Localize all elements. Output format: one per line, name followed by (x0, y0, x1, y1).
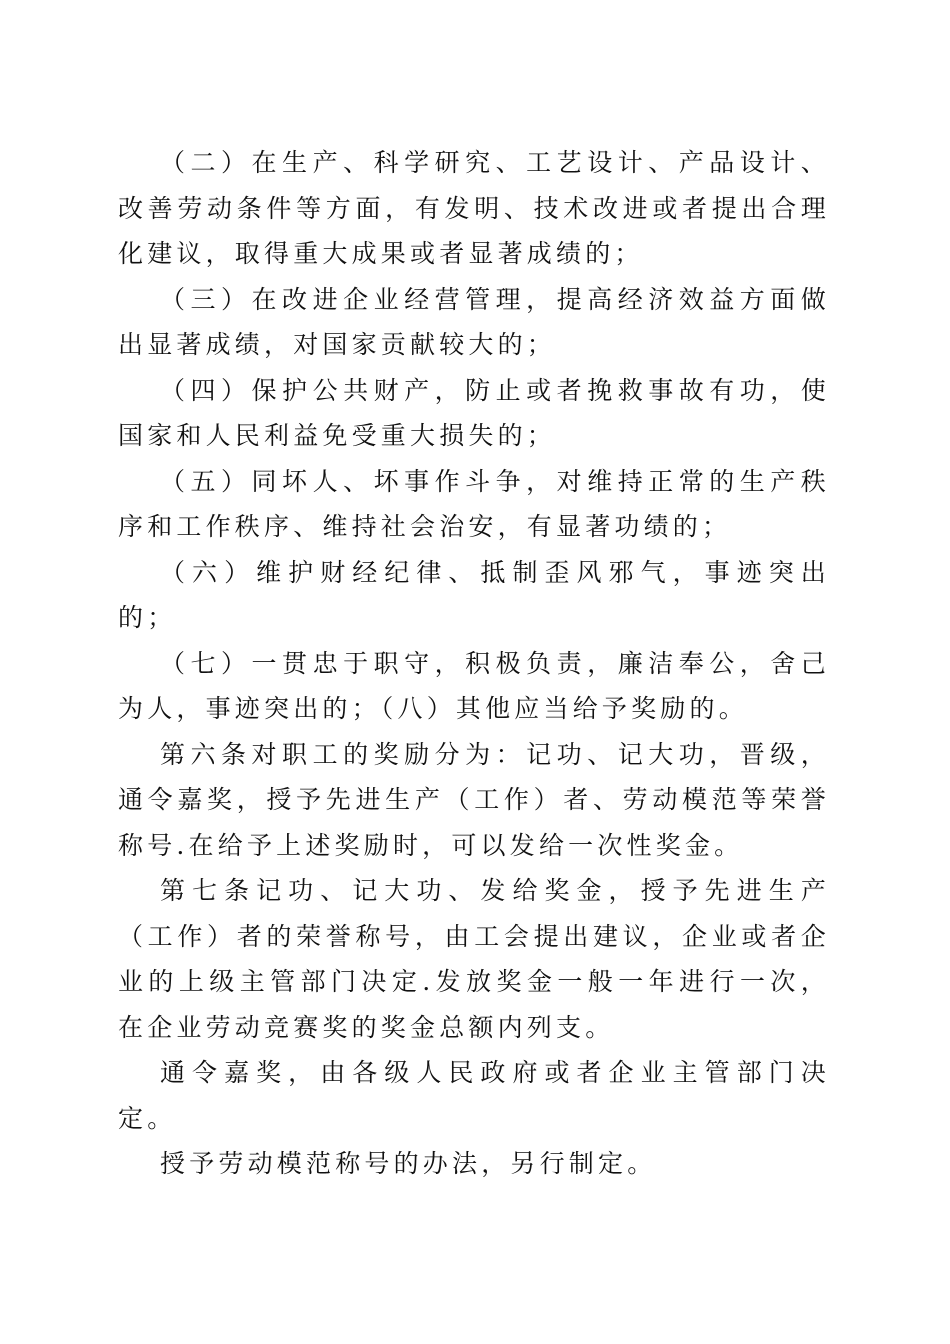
article-7-paragraph: 第七条记功、记大功、发给奖金，授予先进生产（工作）者的荣誉称号，由工会提出建议，企业或者企业的上级主管部门决定.发放奖金一般一年进行一次，在企业劳动竞赛奖的奖金总额内列支。 (118, 876, 830, 1042)
paragraph-item-3: （三）在改进企业经营管理，提高经济效益方面做出显著成绩，对国家贡献较大的； (118, 284, 830, 359)
commendation-paragraph: 通令嘉奖，由各级人民政府或者企业主管部门决定。 (118, 1058, 830, 1133)
paragraph-item-2: （二）在生产、科学研究、工艺设计、产品设计、改善劳动条件等方面，有发明、技术改进或者提出合理化建议，取得重大成果或者显著成绩的； (118, 148, 830, 268)
paragraph-item-4: （四）保护公共财产，防止或者挽救事故有功，使国家和人民利益免受重大损失的； (118, 375, 830, 450)
paragraph-item-5: （五）同坏人、坏事作斗争，对维持正常的生产秩序和工作秩序、维持社会治安，有显著功绩的； (118, 466, 830, 541)
model-worker-paragraph: 授予劳动模范称号的办法，另行制定。 (160, 1149, 657, 1178)
document-body (118, 140, 830, 1187)
paragraph-item-6: （六）维护财经纪律、抵制歪风邪气，事迹突出的； (118, 557, 830, 632)
paragraph-item-7-8: （七）一贯忠于职守，积极负责，廉洁奉公，舍己为人，事迹突出的；（八）其他应当给予奖励的。 (118, 648, 830, 723)
article-6-paragraph: 第六条对职工的奖励分为：记功、记大功，晋级，通令嘉奖，授予先进生产（工作）者、劳动模范等荣誉称号.在给予上述奖励时，可以发给一次性奖金。 (118, 739, 830, 860)
